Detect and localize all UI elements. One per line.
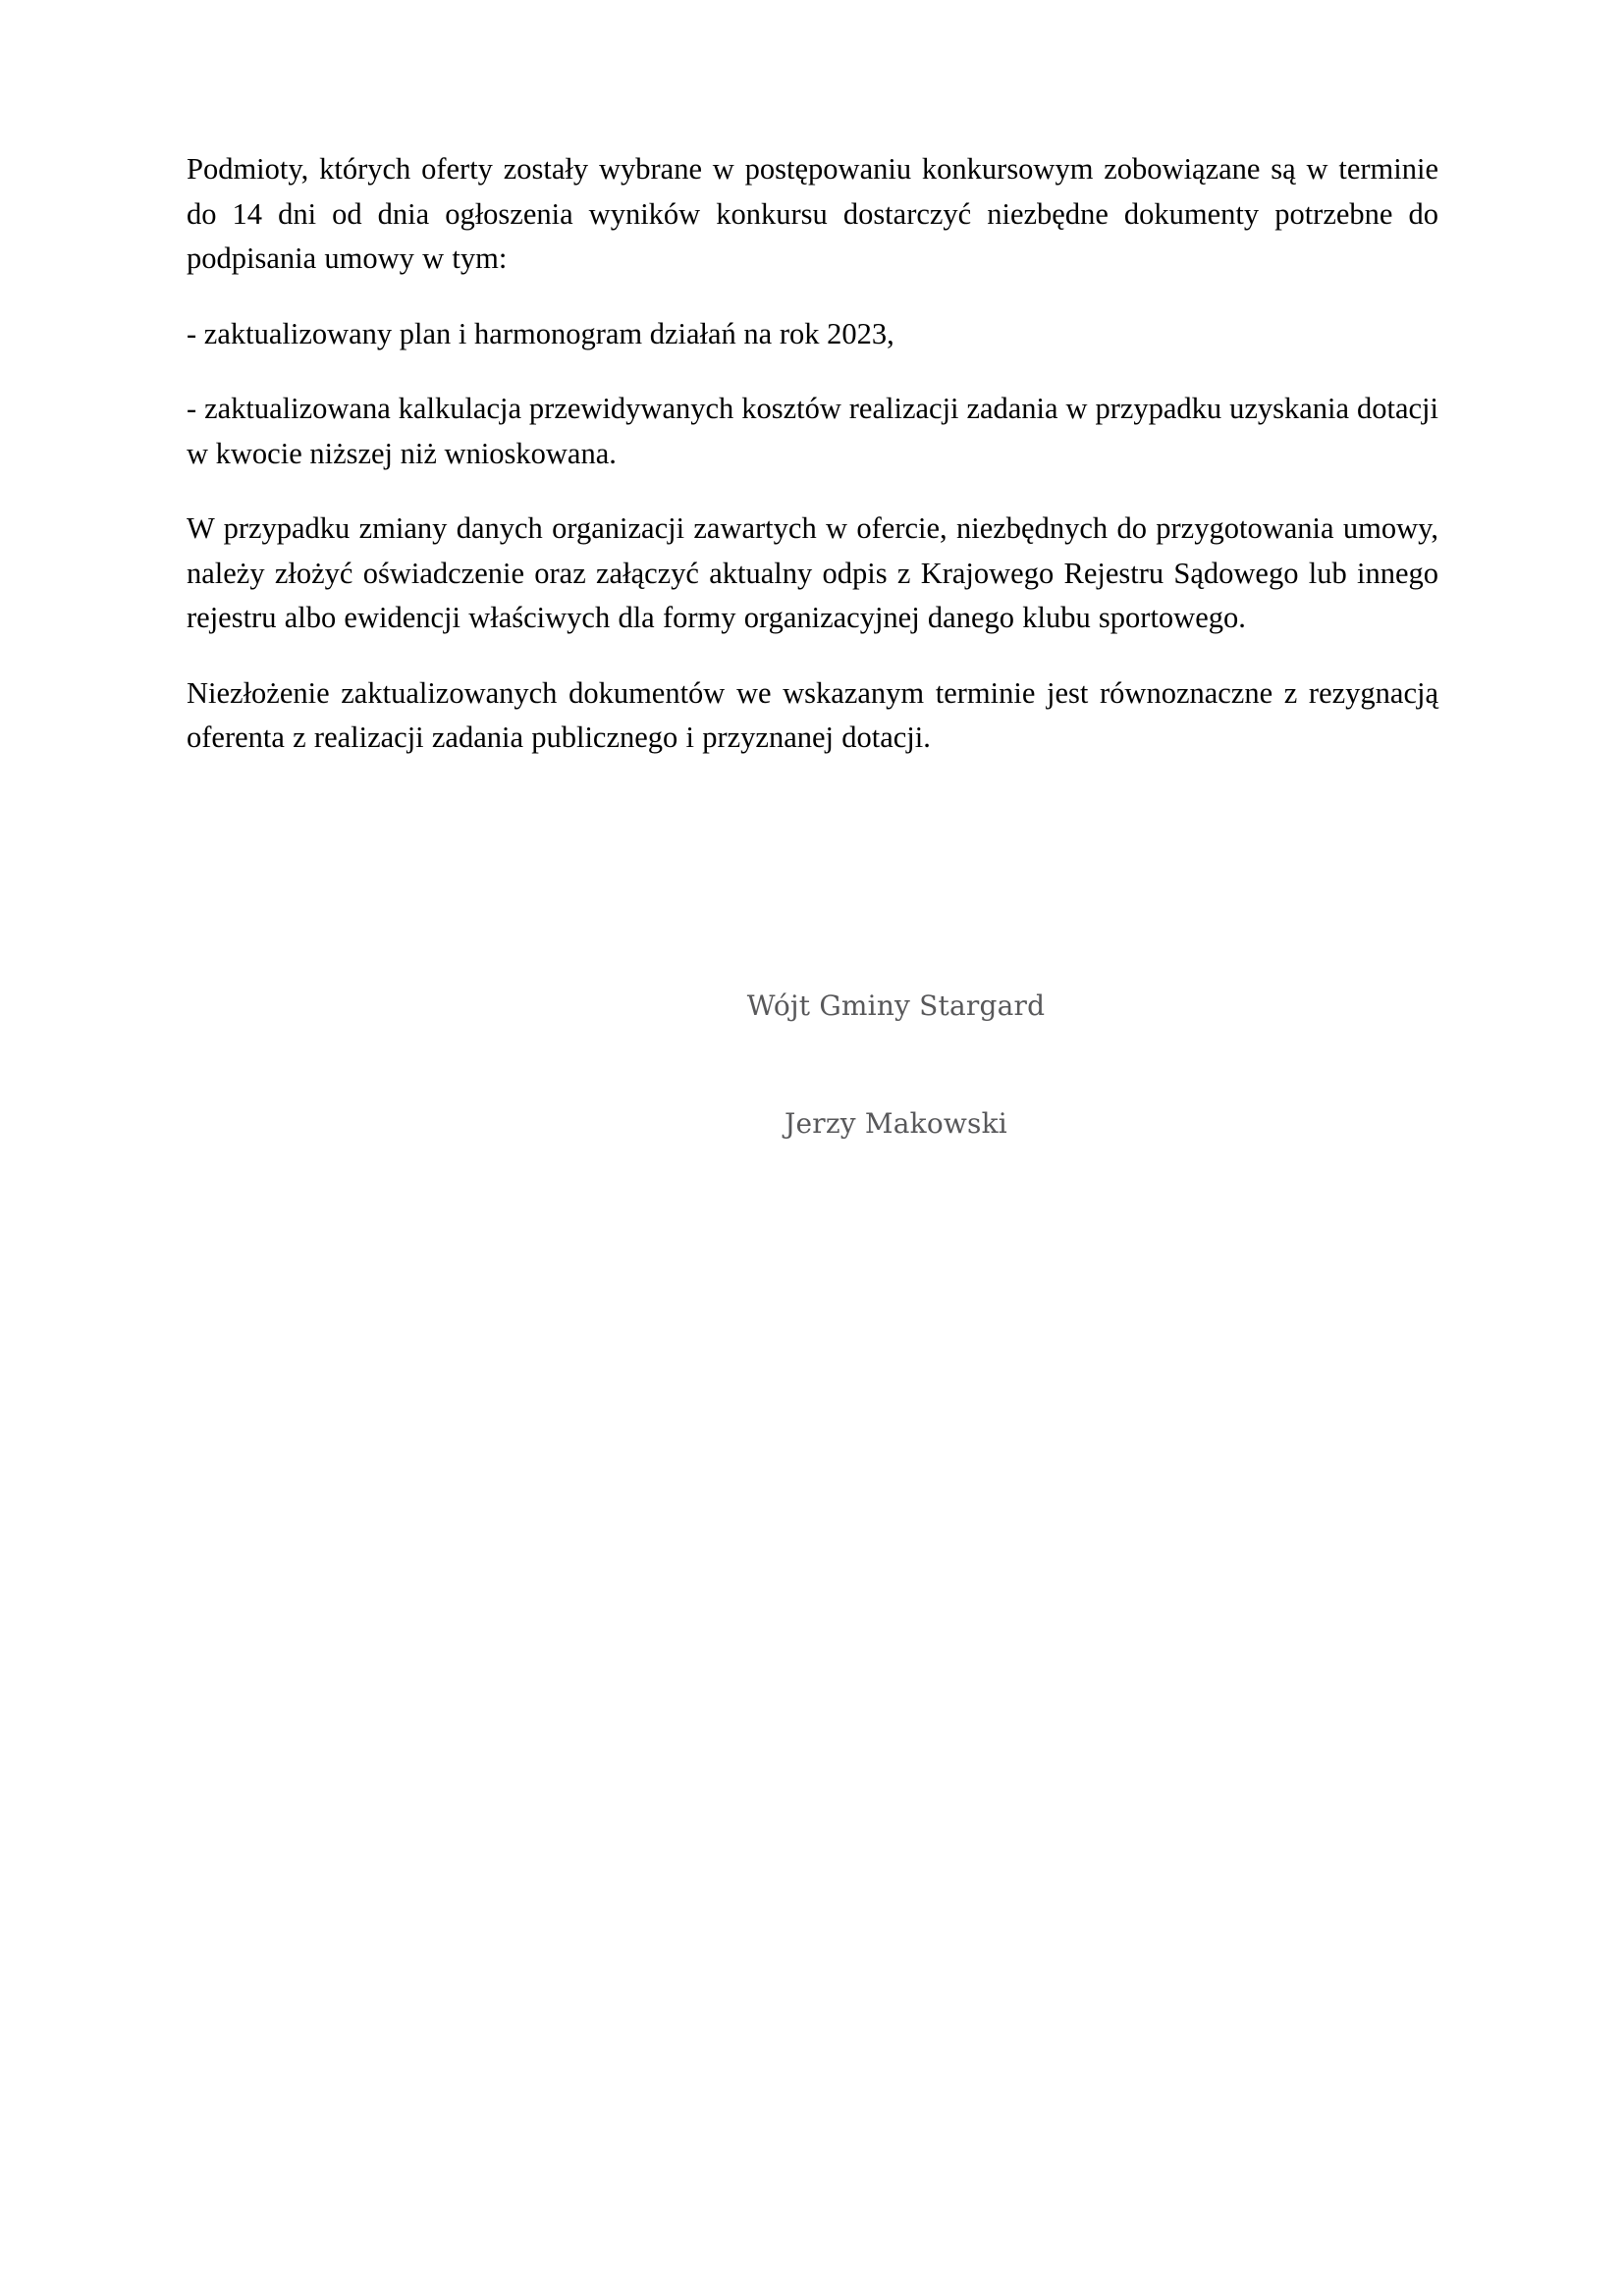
signature-spacer bbox=[187, 1026, 1438, 1104]
paragraph-intro: Podmioty, których oferty zostały wybrane w postępowaniu konkursowym zobowiązane są w terminie do 14 dni od dnia ogłoszenia wyników konkursu dostarczyć niezbędne dokumenty potrzebne do podpisania umowy w tym: bbox=[187, 152, 1438, 275]
paragraph-data-change: W przypadku zmiany danych organizacji zawartych w ofercie, niezbędnych do przygotowania umowy, należy złożyć oświadczenie oraz załączyć aktualny odpis z Krajowego Rejestru Sądowego lub innego rejestru albo ewidencji właściwych dla formy organizacyjnej danego klubu sportowego. bbox=[187, 511, 1438, 634]
signature-name: Jerzy Makowski bbox=[785, 1107, 1007, 1140]
paragraph-consequence: Niezłożenie zaktualizowanych dokumentów we wskazanym terminie jest równoznaczne z rezygnacją oferenta z realizacji zadania publicznego i przyznanej dotacji. bbox=[187, 675, 1438, 754]
list-item-updated-plan: - zaktualizowany plan i harmonogram działań na rok 2023, bbox=[187, 316, 894, 350]
document-body bbox=[187, 147, 1438, 791]
list-item-updated-cost-calculation: - zaktualizowana kalkulacja przewidywanych kosztów realizacji zadania w przypadku uzyskania dotacji w kwocie niższej niż wnioskowana. bbox=[187, 392, 1438, 470]
signature-block bbox=[187, 987, 1438, 1144]
signature-title: Wójt Gminy Stargard bbox=[746, 989, 1046, 1022]
